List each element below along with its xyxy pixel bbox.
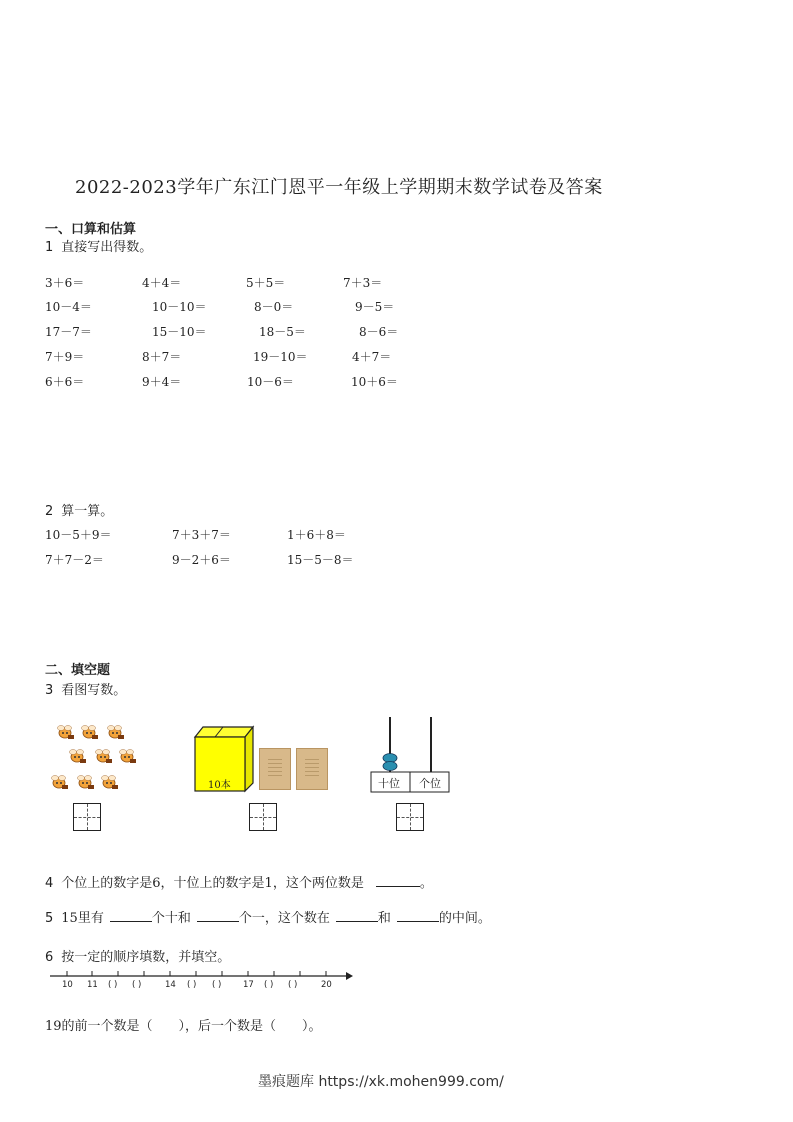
number-line-blank[interactable]: ( ) [212,980,222,990]
question-number: 4 [45,876,54,891]
bee-icons [48,722,143,802]
number-line-label: 10 [62,980,73,990]
equation: 10－4＝ [45,300,92,314]
box-label: 10本 [208,780,231,791]
page-title: 2022-2023学年广东江门恩平一年级上学期期末数学试卷及答案 [75,177,603,198]
question-5 [45,907,491,926]
number-line-blank[interactable]: ( ) [132,980,142,990]
abacus-tens-label: 十位 [378,777,400,790]
equation: 9－2＋6＝ [172,553,231,567]
number-line-blank[interactable]: ( ) [288,980,298,990]
answer-blank[interactable] [376,874,420,887]
bees-picture [48,722,143,802]
equation: 18－5＝ [259,325,306,339]
number-line-label: 14 [165,980,176,990]
number-line [48,966,354,996]
equation: 7＋9＝ [45,350,85,364]
equation: 15－5－8＝ [287,553,354,567]
number-line-blank[interactable]: ( ) [264,980,274,990]
question-3 [45,679,126,698]
equation: 4＋7＝ [352,350,392,364]
equation: 3＋6＝ [45,276,85,290]
number-line-label: 11 [87,980,98,990]
equation: 9－5＝ [355,300,395,314]
answer-blank-ones[interactable] [197,909,239,922]
equation: 8－6＝ [359,325,399,339]
q5-part4: 和 [377,911,391,926]
q5-part1: 15里有 [61,911,104,926]
section-heading-oral: 一、口算和估算 [45,222,137,237]
q5-part5: 的中间。 [438,911,491,926]
answer-blank-upper[interactable] [397,909,439,922]
answer-box-abacus[interactable] [396,803,424,831]
question-text: 看图写数。 [61,683,127,698]
equation: 10＋6＝ [351,375,398,389]
question-end: 。 [419,876,433,891]
q5-part3: 个一，这个数在 [238,911,330,926]
equation: 7＋7－2＝ [45,553,104,567]
number-line-blank[interactable]: ( ) [187,980,197,990]
equation: 10－10＝ [152,300,207,314]
question-2 [45,500,113,519]
equation: 10－5＋9＝ [45,528,112,542]
answer-blank-lower[interactable] [336,909,378,922]
question-number: 3 [45,683,54,698]
notebook-icon [296,748,328,790]
answer-box-bees[interactable] [73,803,101,831]
notebook-icon [259,748,291,790]
question-number: 1 [45,240,54,255]
equation: 7＋3＝ [343,276,383,290]
answer-blank-tens[interactable] [110,909,152,922]
abacus-ones-label: 个位 [419,777,441,790]
question-number: 6 [45,950,54,965]
answer-box-books[interactable] [249,803,277,831]
question-number: 2 [45,504,54,519]
number-line-label: 20 [321,980,332,990]
equation: 17－7＝ [45,325,92,339]
question-text: 个位上的数字是6，十位上的数字是1，这个两位数是 [61,876,364,891]
equation: 6＋6＝ [45,375,85,389]
equation: 19－10＝ [253,350,308,364]
equation: 5＋5＝ [246,276,286,290]
question-1 [45,236,152,255]
number-line-label: 17 [243,980,254,990]
equation: 4＋4＝ [142,276,182,290]
q5-part2: 个十和 [151,911,191,926]
equation: 8－0＝ [254,300,294,314]
question-text: 按一定的顺序填数，并填空。 [61,950,231,965]
equation: 1＋6＋8＝ [287,528,346,542]
equation: 15－10＝ [152,325,207,339]
number-line-blank[interactable]: ( ) [108,980,118,990]
equation: 7＋3＋7＝ [172,528,231,542]
question-6-sentence: 19的前一个数是（ ），后一个数是（ ）。 [45,1019,322,1034]
question-6 [45,946,230,965]
question-number: 5 [45,911,54,926]
equation: 8＋7＝ [142,350,182,364]
question-text: 直接写出得数。 [61,240,153,255]
section-heading-fill: 二、填空题 [45,663,111,678]
equation: 10－6＝ [247,375,294,389]
question-4 [45,872,433,891]
equation: 9＋4＝ [142,375,182,389]
question-text: 算一算。 [61,504,114,519]
footer-source: 墨痕题库 https://xk.mohen999.com/ [258,1074,504,1090]
